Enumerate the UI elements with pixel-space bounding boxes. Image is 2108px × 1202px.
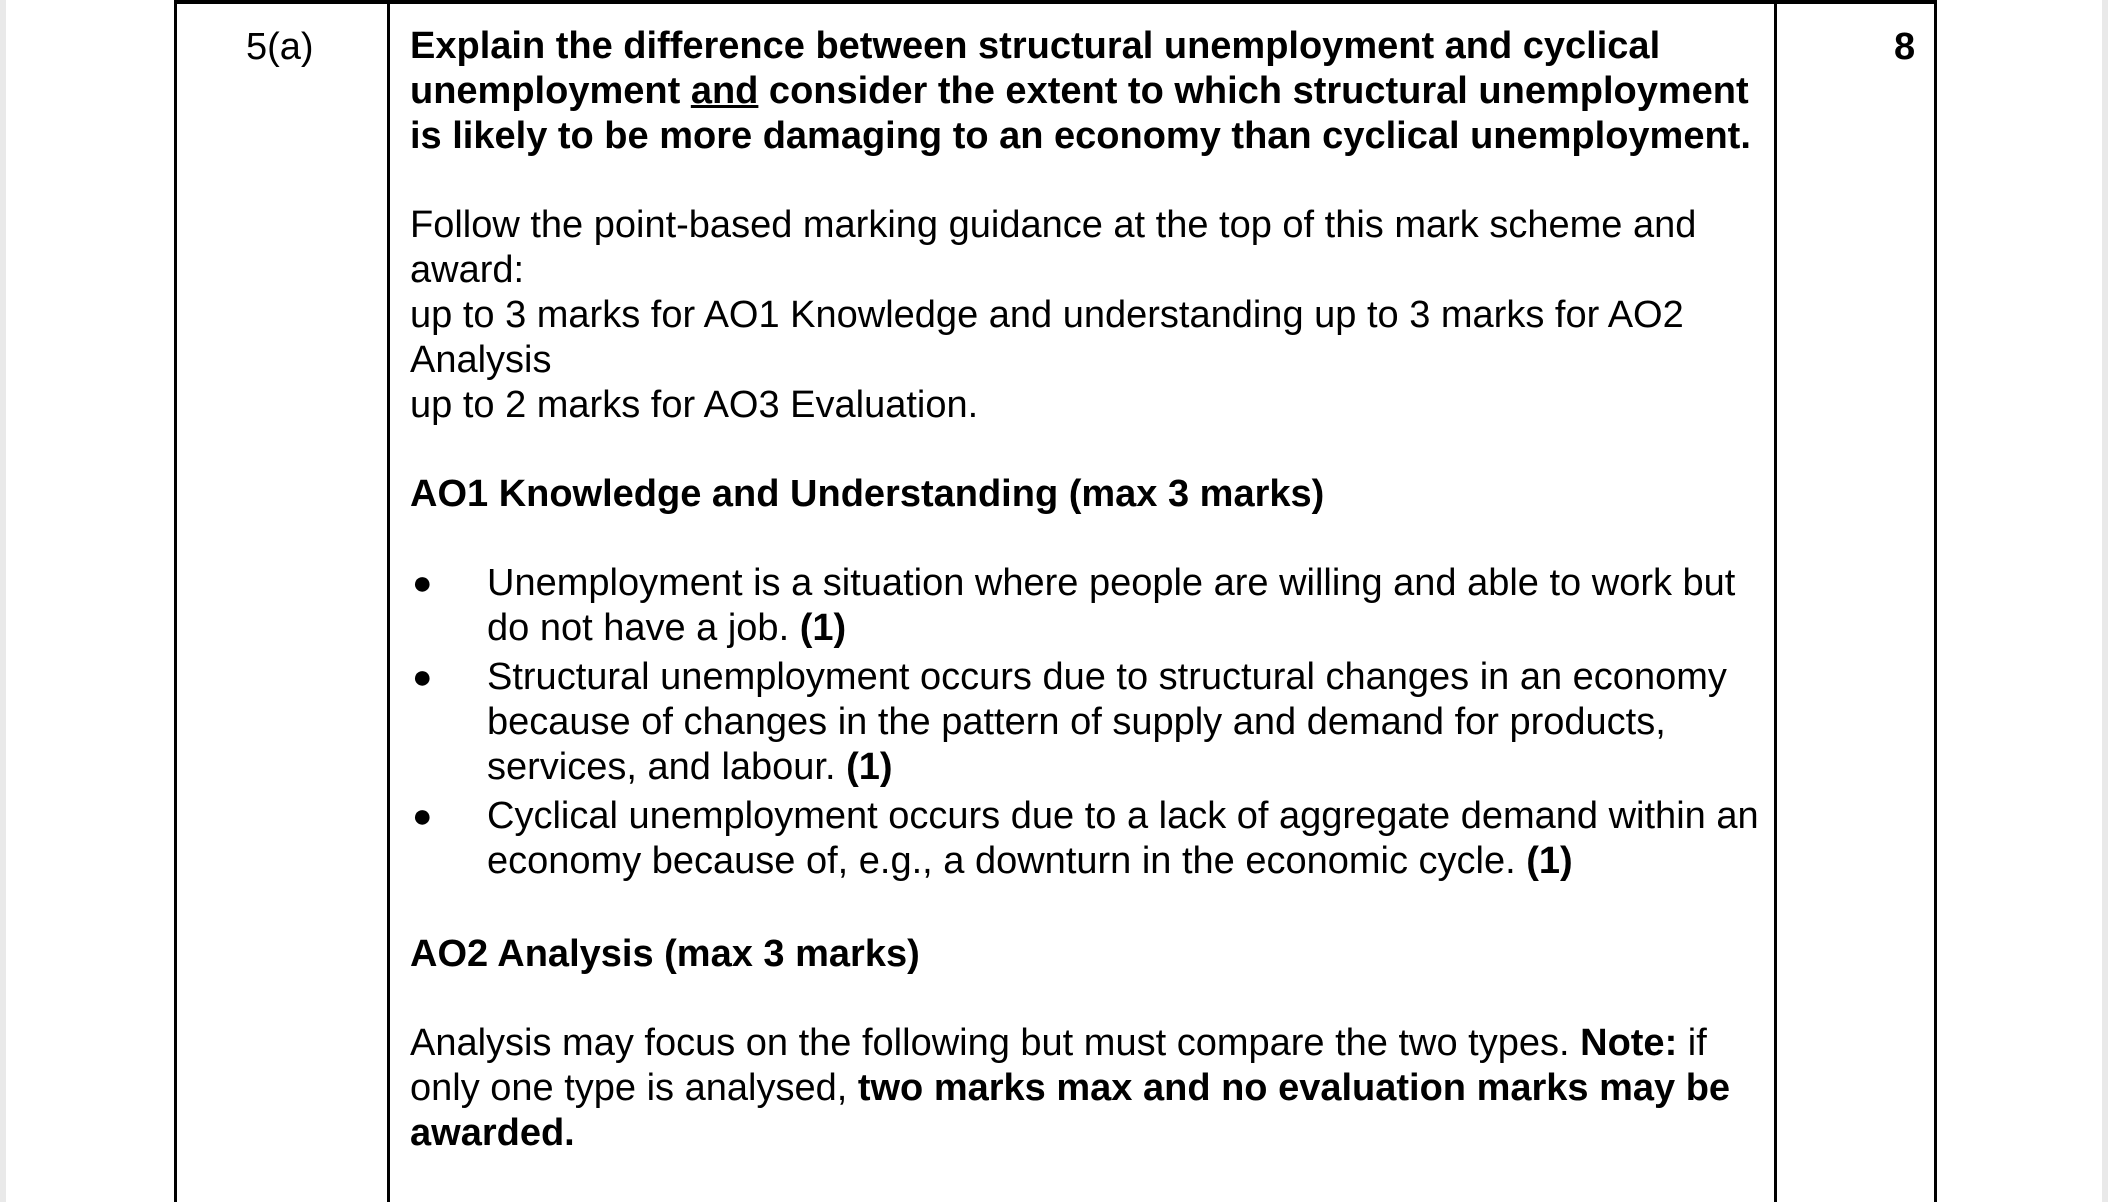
table-border-left bbox=[174, 0, 177, 1202]
ao1-bullet-item bbox=[410, 561, 1770, 651]
table-divider-marks bbox=[1774, 0, 1777, 1202]
question-text bbox=[410, 24, 1770, 159]
ao1-bullet-text: Cyclical unemployment occurs due to a lack of aggregate demand within an economy because of, e.g., a downturn in the economic cycle. bbox=[487, 795, 1759, 882]
ao2-text bbox=[410, 1021, 1770, 1156]
bullet-icon: ● bbox=[412, 797, 433, 835]
ao1-bullet-text: Structural unemployment occurs due to structural changes in an economy because of changes in the pattern of supply and demand for products, services, and labour. bbox=[487, 656, 1727, 788]
ao2-text-mid: if only one type is analysed, bbox=[410, 1022, 1707, 1109]
table-divider-question bbox=[387, 0, 390, 1202]
table-border-right bbox=[1934, 0, 1937, 1202]
ao1-bullet-mark: (1) bbox=[1526, 840, 1573, 882]
ao2-text-plain: Analysis may focus on the following but must compare the two types. bbox=[410, 1022, 1581, 1064]
spacer bbox=[410, 517, 1770, 561]
ao2-heading: AO2 Analysis (max 3 marks) bbox=[410, 933, 920, 975]
question-number: 5(a) bbox=[246, 26, 314, 68]
guidance-line-2: up to 2 marks for AO3 Evaluation. bbox=[410, 384, 979, 426]
question-text-and: and bbox=[690, 70, 759, 112]
bullet-icon: ● bbox=[412, 564, 433, 602]
ao2-note-label: Note: bbox=[1580, 1022, 1678, 1064]
page-edge-left bbox=[0, 0, 6, 1202]
ao1-heading: AO1 Knowledge and Understanding (max 3 marks) bbox=[410, 473, 1325, 515]
ao2-text-bold: two marks max and no evaluation marks may be awarded. bbox=[410, 1067, 1731, 1154]
spacer bbox=[410, 977, 1770, 1021]
page-edge-right bbox=[2102, 0, 2108, 1202]
question-text-part1: Explain the difference between structural unemployment and cyclical unemployment bbox=[410, 25, 1661, 112]
ao1-bullet-item bbox=[410, 794, 1770, 884]
guidance-line-1: up to 3 marks for AO1 Knowledge and understanding up to 3 marks for AO2 Analysis bbox=[410, 294, 1684, 381]
mark-scheme-content bbox=[410, 24, 1770, 1156]
guidance-intro: Follow the point-based marking guidance at the top of this mark scheme and award: bbox=[410, 204, 1697, 291]
question-text-part2: consider the extent to which structural unemployment is likely to be more damaging to an economy than cyclical unemployment. bbox=[410, 70, 1751, 157]
table-top-border bbox=[174, 0, 1937, 4]
bullet-icon: ● bbox=[412, 658, 433, 696]
spacer bbox=[410, 159, 1770, 203]
ao1-bullet-list bbox=[410, 561, 1770, 884]
question-marks: 8 bbox=[1894, 26, 1916, 68]
ao1-bullet-mark: (1) bbox=[799, 607, 847, 649]
spacer bbox=[410, 888, 1770, 932]
spacer bbox=[410, 428, 1770, 472]
ao1-bullet-mark: (1) bbox=[846, 746, 893, 788]
ao1-bullet-text: Unemployment is a situation where people are willing and able to work but do not have a job. bbox=[487, 562, 1736, 649]
ao1-bullet-item bbox=[410, 655, 1770, 790]
